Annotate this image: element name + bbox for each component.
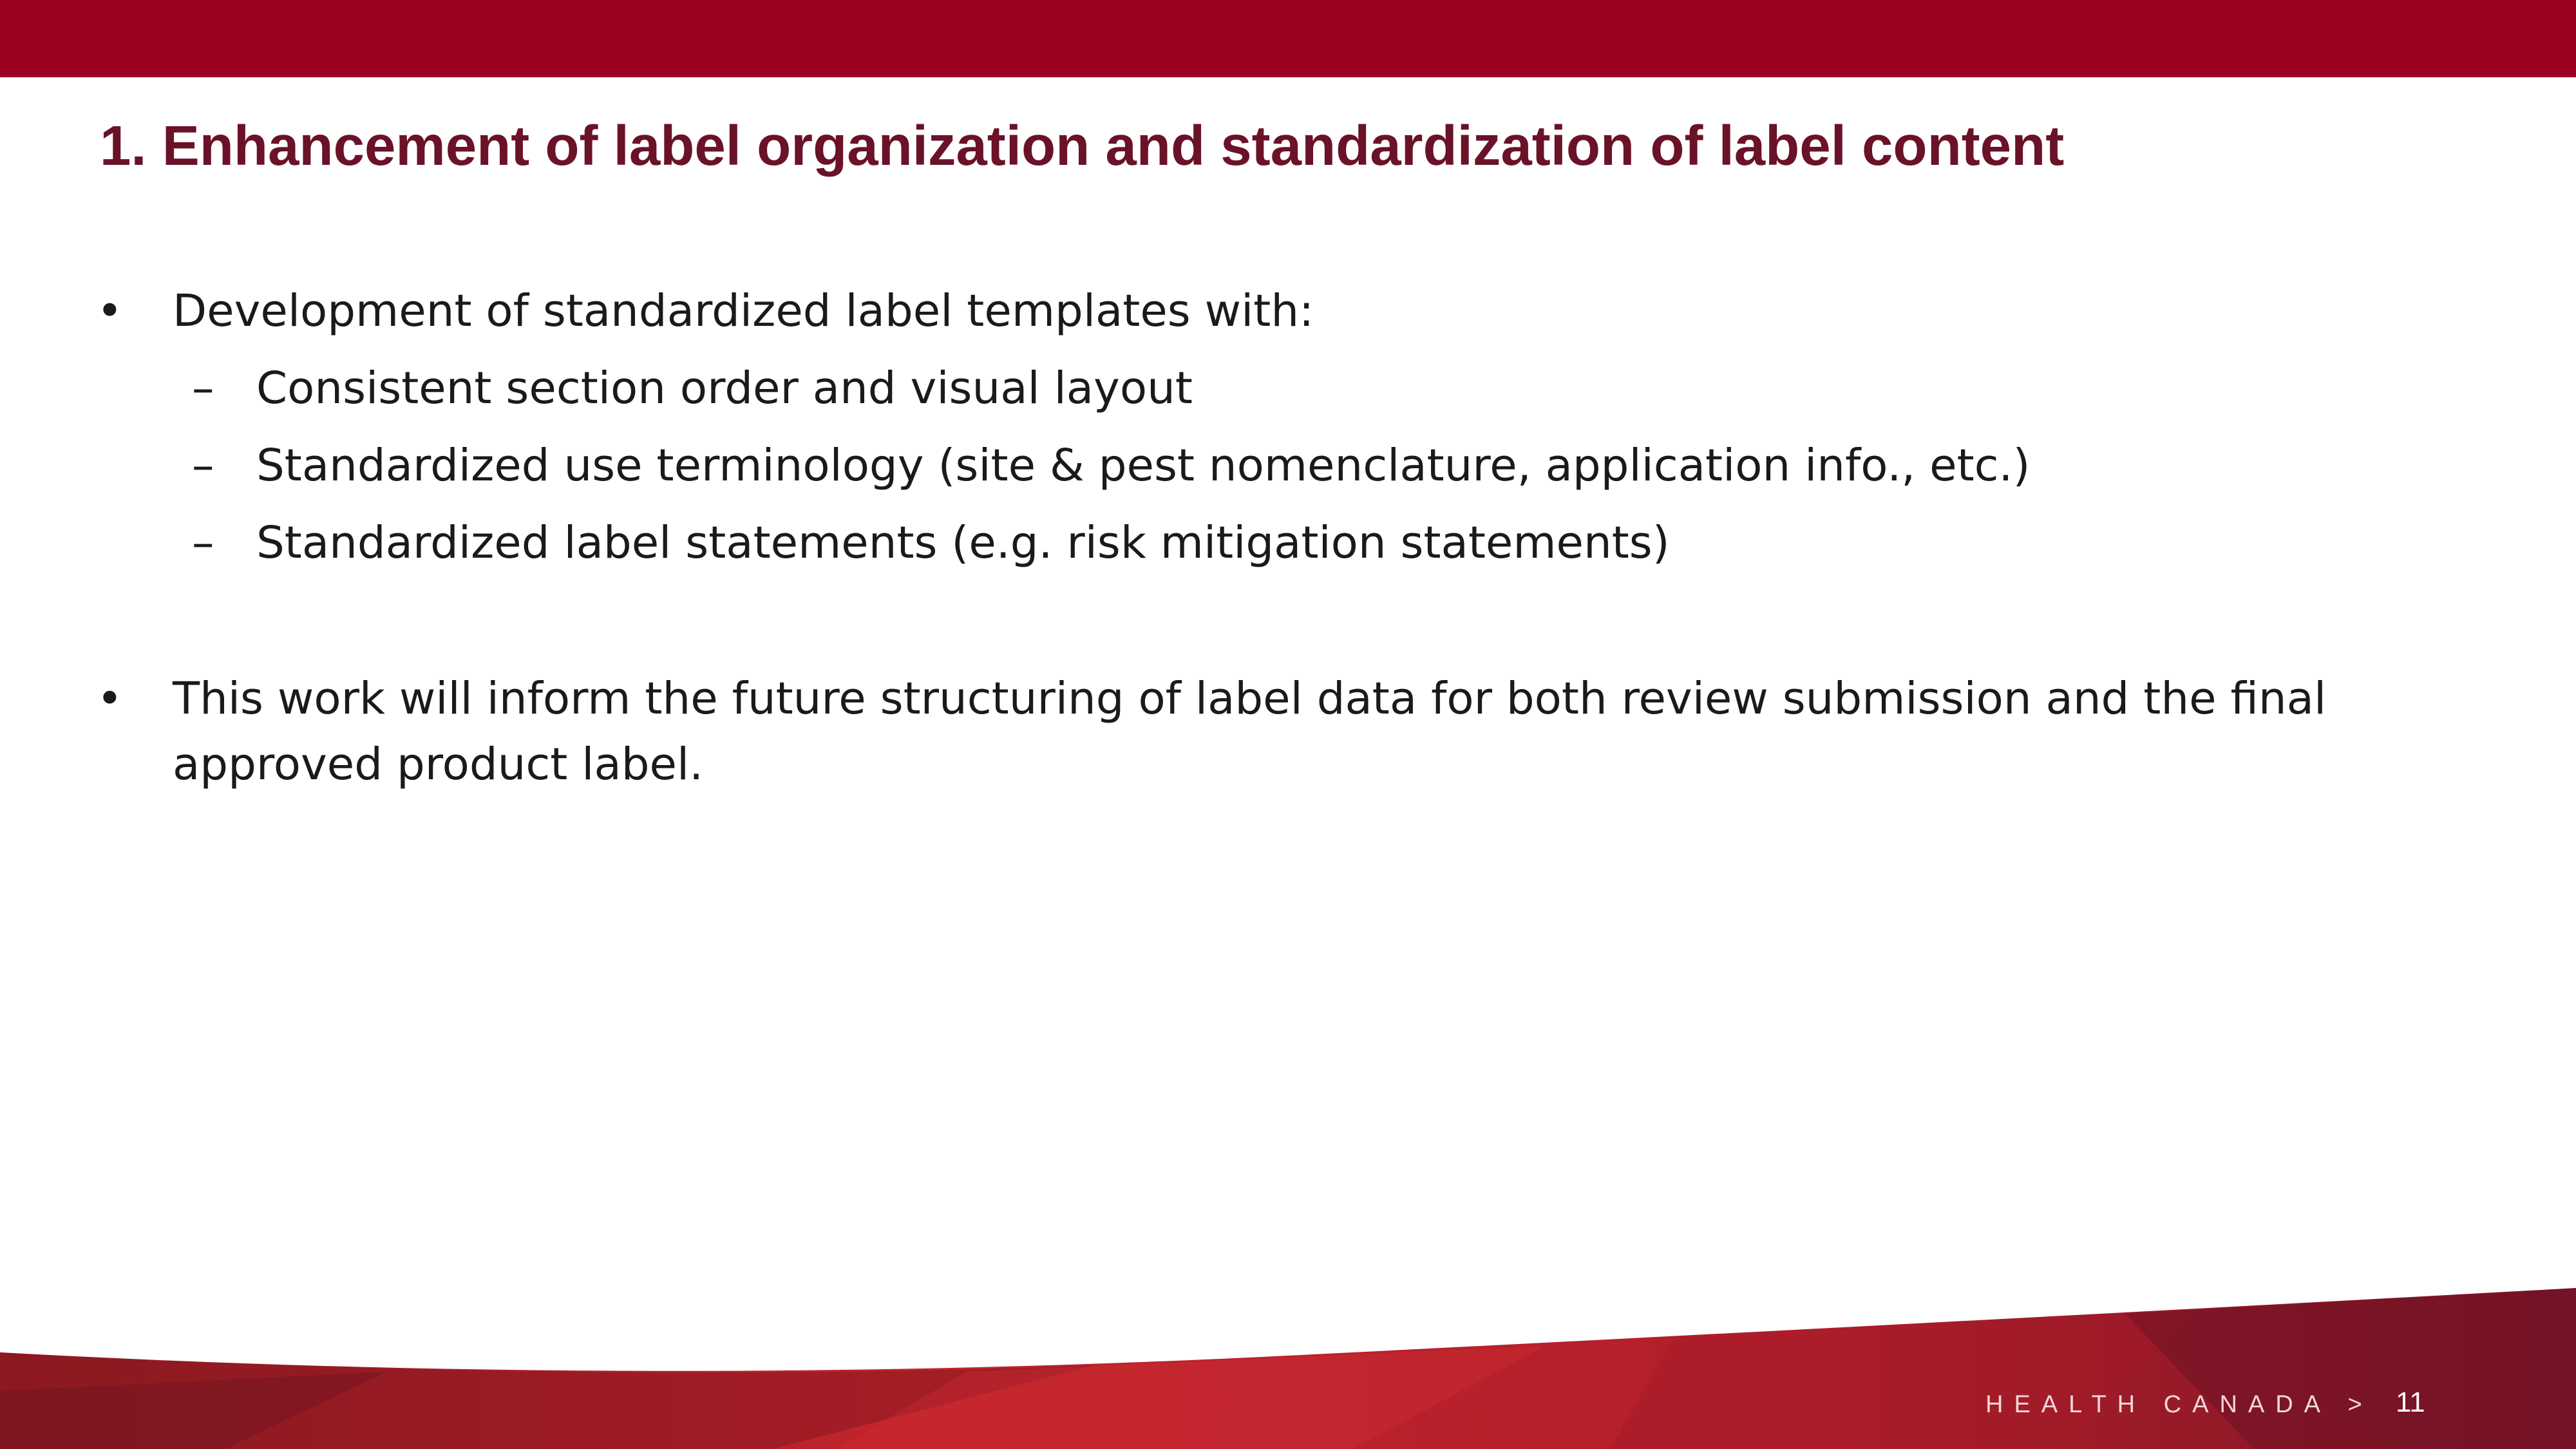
sub-bullet-marker: – — [192, 363, 214, 414]
sub-bullet-text: Consistent section order and visual layout — [256, 363, 1193, 414]
bullet-marker: • — [97, 673, 123, 724]
top-accent-bar — [0, 0, 2576, 77]
bullet-text-line: This work will inform the future structuring of label data for both review submission and the final — [173, 673, 2327, 724]
bullet-text-line: approved product label. — [173, 739, 704, 790]
sub-bullet-marker: – — [192, 440, 214, 491]
sub-bullet-text: Standardized label statements (e.g. risk mitigation statements) — [256, 517, 1670, 569]
bullet-marker: • — [97, 285, 123, 337]
bullet-text: Development of standardized label templates with: — [173, 285, 1314, 337]
slide-title: 1. Enhancement of label organization and standardization of label content — [100, 115, 2065, 177]
page-number: 11 — [2396, 1387, 2425, 1418]
sub-bullet-marker: – — [192, 517, 214, 569]
health-canada-wordmark: HEALTH CANADA > — [1985, 1391, 2373, 1418]
footer-wave-graphic — [0, 1275, 2576, 1449]
footer-banner — [0, 1275, 2576, 1449]
sub-bullet-text: Standardized use terminology (site & pest nomenclature, application info., etc.) — [256, 440, 2031, 491]
